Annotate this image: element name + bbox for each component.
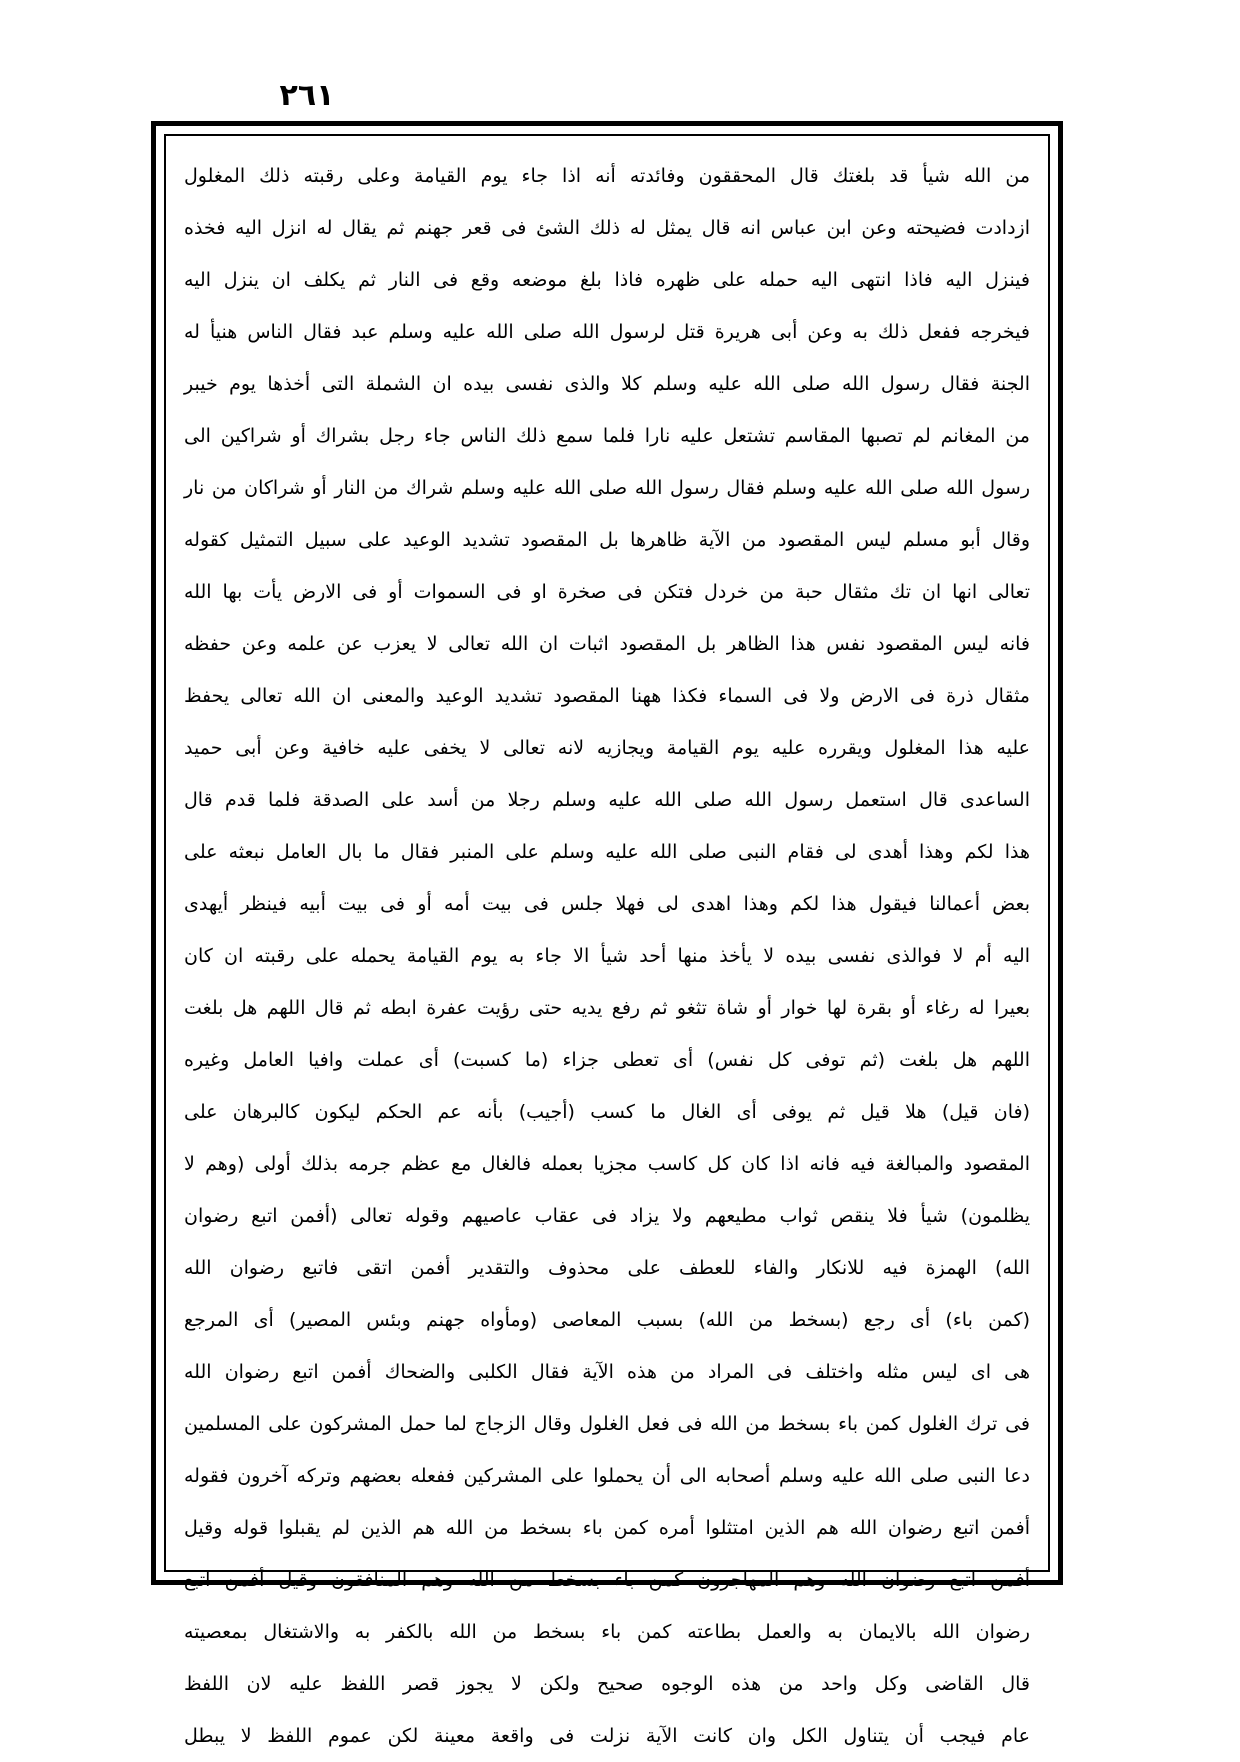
text-line: من الله شيأ قد بلغتك قال المحققون وفائدته أنه اذا جاء يوم القيامة وعلى رقبته ذلك المغلول — [184, 165, 1030, 187]
text-line: (فان قيل) هلا قيل ثم يوفى أى الغال ما كسب (أجيب) بأنه عم الحكم ليكون كالبرهان على — [184, 1101, 1030, 1123]
text-line: ازدادت فضيحته وعن ابن عباس انه قال يمثل له ذلك الشئ فى قعر جهنم ثم يقال له انزل اليه فخذه — [184, 217, 1030, 239]
text-line: فى ترك الغلول كمن باء بسخط من الله فى فعل الغلول وقال الزجاج لما حمل المشركون على المسلمين — [184, 1413, 1030, 1435]
text-line: فيخرجه ففعل ذلك به وعن أبى هريرة قتل لرسول الله صلى الله عليه وسلم عبد فقال الناس هنيأ له — [184, 321, 1030, 343]
text-line: من المغانم لم تصبها المقاسم تشتعل عليه نارا فلما سمع ذلك الناس جاء رجل بشراك أو شراكين الى — [184, 425, 1030, 447]
text-line: فينزل اليه فاذا انتهى اليه حمله على ظهره فاذا بلغ موضعه وقع فى النار ثم يكلف ان ينزل اليه — [184, 269, 1030, 291]
text-line: اليه أم لا فوالذى نفسى بيده لا يأخذ منها أحد شيأ الا جاء به يوم القيامة يحمله على رقبته ان كان — [184, 945, 1030, 967]
text-line: بعيرا له رغاء أو بقرة لها خوار أو شاة تثغو ثم رفع يديه حتى رؤيت عفرة ابطه ثم قال اللهم هل بلغت — [184, 997, 1030, 1019]
body-text — [180, 150, 1034, 1762]
page-border — [151, 121, 1063, 1747]
text-line: دعا النبى صلى الله عليه وسلم أصحابه الى أن يحملوا على المشركين ففعله بعضهم وتركه آخرون فقوله — [184, 1465, 1030, 1487]
text-line: تعالى انها ان تك مثقال حبة من خردل فتكن فى صخرة او فى السموات أو فى الارض يأت بها الله — [184, 581, 1030, 603]
page-border-inner — [164, 134, 1050, 1747]
text-line: رسول الله صلى الله عليه وسلم فقال رسول الله صلى الله عليه وسلم شراك من النار أو شراكان من نار — [184, 477, 1030, 499]
text-line: وقال أبو مسلم ليس المقصود من الآية ظاهرها بل المقصود تشديد الوعيد على سبيل التمثيل كقوله — [184, 529, 1030, 551]
text-line: الساعدى قال استعمل رسول الله صلى الله عليه وسلم رجلا من أسد على الصدقة فلما قدم قال — [184, 789, 1030, 811]
text-line: اللهم هل بلغت (ثم توفى كل نفس) أى تعطى جزاء (ما كسبت) أى عملت وافيا العامل وغيره — [184, 1049, 1030, 1071]
text-line: المقصود والمبالغة فيه فانه اذا كان كل كاسب مجزيا بعمله فالغال مع عظم جرمه بذلك أولى (وهم لا — [184, 1153, 1030, 1175]
text-line: هذا لكم وهذا أهدى لى فقام النبى صلى الله عليه وسلم على المنبر فقال ما بال العامل نبعثه على — [184, 841, 1030, 863]
page-number: ٢٦١ — [279, 78, 335, 113]
text-line: يظلمون) شيأ فلا ينقص ثواب مطيعهم ولا يزاد فى عقاب عاصيهم وقوله تعالى (أفمن اتبع رضوان — [184, 1205, 1030, 1227]
text-line: عام فيجب أن يتناول الكل وان كانت الآية نزلت فى واقعة معينة لكن عموم اللفظ لا يبطل — [184, 1725, 1030, 1747]
text-line: الله) الهمزة فيه للانكار والفاء للعطف على محذوف والتقدير أفمن اتقى فاتبع رضوان الله — [184, 1257, 1030, 1279]
text-line: قال القاضى وكل واحد من هذه الوجوه صحيح ولكن لا يجوز قصر اللفظ عليه لان اللفظ — [184, 1673, 1030, 1695]
text-line: أفمن اتبع رضوان الله وهم المهاجرون كمن باء بسخط من الله وهم المنافقون وقيل أفمن اتبع — [184, 1569, 1030, 1591]
text-line: (كمن باء) أى رجع (بسخط من الله) بسبب المعاصى (ومأواه جهنم وبئس المصير) أى المرجع — [184, 1309, 1030, 1331]
text-line: أفمن اتبع رضوان الله هم الذين امتثلوا أمره كمن باء بسخط من الله هم الذين لم يقبلوا قوله وقيل — [184, 1517, 1030, 1539]
text-line: فانه ليس المقصود نفس هذا الظاهر بل المقصود اثبات ان الله تعالى لا يعزب عن علمه وعن حفظه — [184, 633, 1030, 655]
text-line: رضوان الله بالايمان به والعمل بطاعته كمن باء بسخط من الله بالكفر به والاشتغال بمعصيته — [184, 1621, 1030, 1643]
text-line: هى اى ليس مثله واختلف فى المراد من هذه الآية فقال الكلبى والضحاك أفمن اتبع رضوان الله — [184, 1361, 1030, 1383]
text-line: الجنة فقال رسول الله صلى الله عليه وسلم كلا والذى نفسى بيده ان الشملة التى أخذها يوم خيبر — [184, 373, 1030, 395]
text-line: مثقال ذرة فى الارض ولا فى السماء فكذا ههنا المقصود تشديد الوعيد والمعنى ان الله تعالى يحفظ — [184, 685, 1030, 707]
text-line: بعض أعمالنا فيقول هذا لكم وهذا اهدى لى فهلا جلس فى بيت أمه أو فى بيت أبيه فينظر أيهدى — [184, 893, 1030, 915]
text-line: عليه هذا المغلول ويقرره عليه يوم القيامة ويجازيه لانه تعالى لا يخفى عليه خافية وعن أبى حميد — [184, 737, 1030, 759]
